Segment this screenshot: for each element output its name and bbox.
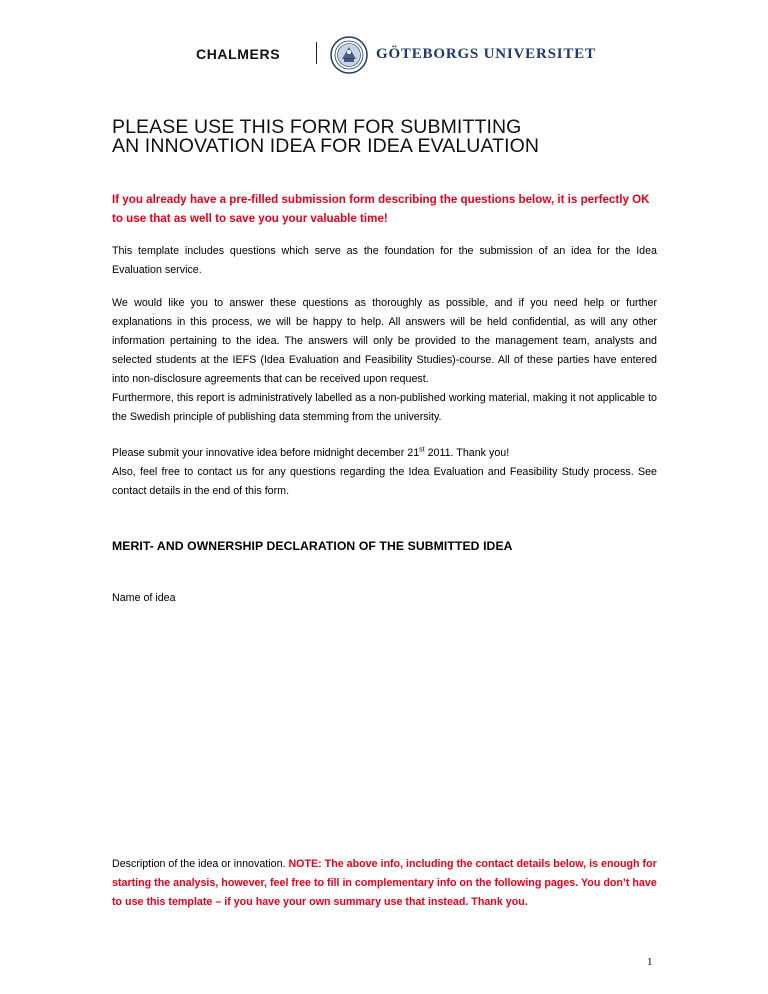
prefilled-notice: If you already have a pre-filled submission form describing the questions below, it is perfectly OK to use that as well to save you your valuable time! bbox=[112, 193, 650, 225]
intro-paragraph: This template includes questions which serve as the foundation for the submission of an idea for the Idea Evaluation service. bbox=[112, 245, 657, 276]
form-content bbox=[112, 118, 657, 604]
title-line-2: AN INNOVATION IDEA FOR IDEA EVALUATION bbox=[112, 135, 540, 157]
confidential-paragraph: We would like you to answer these questions as thoroughly as possible, and if you need help or further explanations in this process, we will be happy to help. All answers will be held confidential, as will any other information pertaining to the idea. The answers will only be provided to the management team, analysts and selected students at the IEFS (Idea Evaluation and Feasibility Studies)-course. All of these parties have entered into non-disclosure agreements that can be received upon request. bbox=[112, 297, 657, 385]
chalmers-logo: CHALMERS bbox=[196, 46, 281, 62]
page-number: 1 bbox=[647, 956, 653, 968]
furthermore-paragraph: Furthermore, this report is administratively labelled as a non-published working material, making it not applicable to the Swedish principle of publishing data stemming from the university. bbox=[112, 392, 657, 423]
university-seal-icon bbox=[330, 36, 368, 74]
name-of-idea-label: Name of idea bbox=[112, 592, 176, 604]
title-line-1: PLEASE USE THIS FORM FOR SUBMITTING bbox=[112, 116, 522, 138]
page-header bbox=[0, 34, 768, 78]
deadline-year-text: 2011. Thank you! bbox=[424, 447, 510, 459]
description-paragraph bbox=[112, 855, 657, 912]
logo-divider bbox=[316, 42, 317, 64]
description-note: NOTE: The above info, including the contact details below, is enough for starting the analysis, however, feel free to fill in complementary info on the following pages. You don’t have to use this template – if you have your own summary use that instead. Thank you. bbox=[112, 858, 657, 908]
deadline-paragraph bbox=[112, 444, 657, 463]
deadline-superscript: st bbox=[419, 446, 425, 454]
description-label: Description of the idea or innovation. bbox=[112, 858, 289, 870]
deadline-text: Please submit your innovative idea before midnight december 21 bbox=[112, 447, 420, 459]
page-title bbox=[112, 118, 657, 156]
contact-paragraph: Also, feel free to contact us for any questions regarding the Idea Evaluation and Feasibility Study process. See contact details in the end of this form. bbox=[112, 466, 657, 497]
gu-logo: GÖTEBORGS UNIVERSITET bbox=[376, 46, 596, 62]
section-heading: MERIT- AND OWNERSHIP DECLARATION OF THE SUBMITTED IDEA bbox=[112, 539, 513, 553]
